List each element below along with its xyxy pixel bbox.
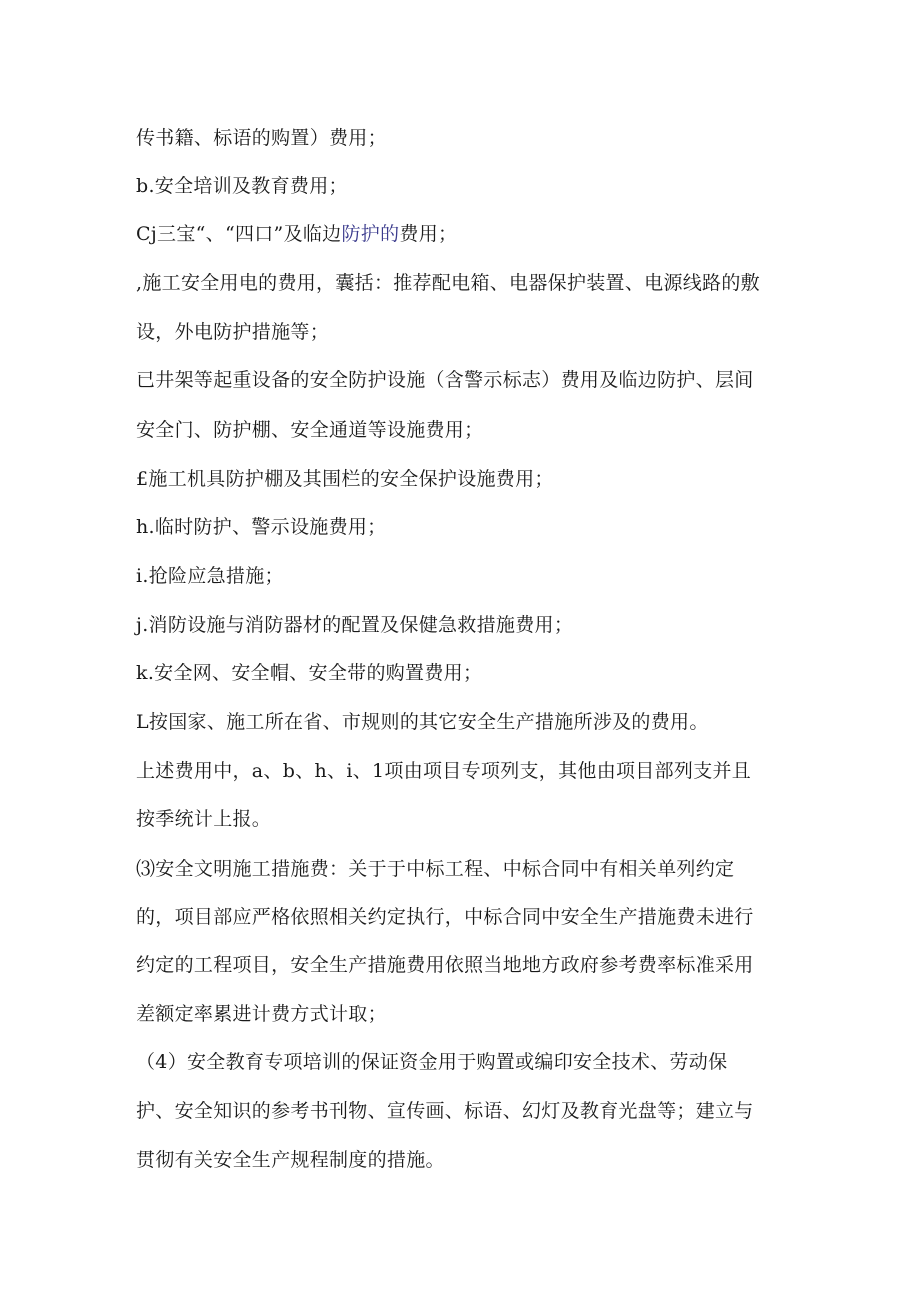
text-line-5: 设，外电防护措施等；	[136, 321, 330, 343]
text-line-17: 的，项目部应严格依照相关约定执行，中标合同中安全生产措施费未进行	[136, 906, 754, 928]
text-line-8: £施工机具防护棚及其围栏的安全保护设施费用；	[136, 468, 554, 490]
text-line-10: i.抢险应急措施；	[136, 565, 284, 587]
text-line-18: 约定的工程项目，安全生产措施费用依照当地地方政府参考费率标准采用	[136, 954, 754, 976]
text-line-12: k.安全网、安全帽、安全带的购置费用；	[136, 662, 483, 684]
text-line-9: h.临时防护、警示设施费用；	[136, 516, 387, 538]
text-line-1: 传书籍、标语的购置）费用；	[136, 127, 387, 149]
text-line-4: ,施工安全用电的费用，囊括：推荐配电箱、电器保护装置、电源线路的敷	[136, 272, 760, 294]
text-line-3-start: Cj三宝“、“四口”及临边	[136, 223, 342, 245]
text-line-6: 已井架等起重设备的安全防护设施（含警示标志）费用及临边防护、层间	[136, 369, 754, 391]
text-line-7: 安全门、防护棚、安全通道等设施费用；	[136, 419, 484, 441]
text-line-3-highlight: 防护的	[341, 223, 400, 245]
text-line-11: j.消防设施与消防器材的配置及保健急救措施费用；	[136, 614, 574, 636]
text-line-14: 上述费用中，a、b、h、i、1项由项目专项列支，其他由项目部列支并且	[136, 760, 752, 782]
text-line-15: 按季统计上报。	[136, 808, 272, 830]
text-line-13: L按国家、施工所在省、市规则的其它安全生产措施所涉及的费用。	[136, 711, 709, 733]
text-line-20: （4）安全教育专项培训的保证资金用于购置或编印安全技术、劳动保	[136, 1051, 728, 1073]
text-line-3	[136, 222, 796, 246]
text-line-21: 护、安全知识的参考书刊物、宣传画、标语、幻灯及教育光盘等；建立与	[136, 1100, 754, 1122]
text-line-3-end: 费用；	[399, 223, 458, 245]
text-line-22: 贯彻有关安全生产规程制度的措施。	[136, 1149, 445, 1171]
text-line-2: b.安全培训及教育费用；	[136, 175, 348, 197]
text-line-19: 差额定率累进计费方式计取；	[136, 1003, 387, 1025]
text-line-16: ⑶安全文明施工措施费：关于于中标工程、中标合同中有相关单列约定	[136, 858, 735, 880]
